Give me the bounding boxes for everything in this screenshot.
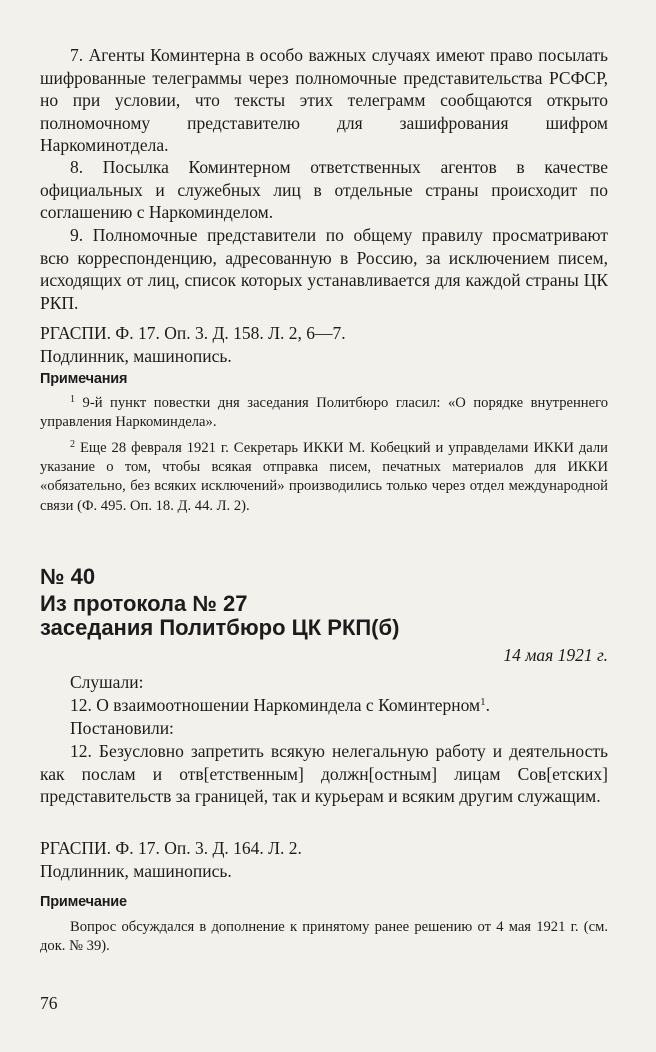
archive-source-2 [40,837,608,882]
paragraph-8: 8. Посылка Коминтерном ответственных агентов в качестве официальных и служебных лиц в отдельные страны происходит по соглашению с Наркоминделом. [40,157,608,223]
heard-footnote-ref: 1 [480,696,486,708]
document-date: 14 мая 1921 г. [503,645,608,665]
note-1-number: 1 [70,394,75,405]
document-type: Подлинник, машинопись. [40,345,232,366]
note-1 [40,394,608,432]
archive-source-1 [40,322,608,367]
paragraph-7: 7. Агенты Коминтерна в особо важных случаях имеют право посылать шифрованные телеграммы через полномочные представительства РСФСР, но при условии, что тексты этих телеграмм сообщаются открыто полномочному представителю для зашифрования шифром Наркоминотдела. [40,45,608,156]
note-final: Вопрос обсуждался в дополнение к принятому ранее решению от 4 мая 1921 г. (см. док. № 39). [40,919,608,955]
heard-text: 12. О взаимоотношении Наркоминдела с Коминтерном [70,695,481,715]
notes-heading: Примечания [40,371,128,387]
note-2 [40,439,608,516]
note-heading-2: Примечание [40,894,127,910]
note-2-number: 2 [70,439,75,450]
note-2-text: Еще 28 февраля 1921 г. Секретарь ИККИ М. Кобецкий и управделами ИККИ дали указание о том, чтобы всякая отправка писем, печатных материалов для ИККИ «обязательно, без всяких исключений» производились только через отдел международной связи (Ф. 495. Оп. 18. Д. 44. Л. 2). [40,440,608,514]
archive-reference: РГАСПИ. Ф. 17. Оп. 3. Д. 158. Л. 2, 6—7. [40,323,346,343]
heard-item [40,694,490,717]
page-number: 76 [40,993,58,1013]
heard-label: Слушали: [70,672,144,692]
decided-label: Постановили: [70,718,174,738]
note-1-text: 9-й пункт повестки дня заседания Политбюро гласил: «О порядке внутреннего управления Наркоминдела». [40,395,608,431]
paragraph-9: 9. Полномочные представители по общему правилу просматривают всю корреспонденцию, адресованную в Россию, за исключением писем, исходящих от лиц, список которых устанавливается для каждой страны ЦК РКП. [40,225,608,313]
document-title-line-2: заседания Политбюро ЦК РКП(б) [40,615,400,640]
heard-end: . [485,695,490,715]
document-type-2: Подлинник, машинопись. [40,860,232,881]
document-title-line-1: Из протокола № 27 [40,591,248,616]
archive-reference-2: РГАСПИ. Ф. 17. Оп. 3. Д. 164. Л. 2. [40,838,302,858]
decided-text: 12. Безусловно запретить всякую нелегальную работу и деятельность как послам и отв[етственным] должн[остным] лицам Сов[етских] представительств за границей, так и курьерам и всяким другим служащим. [40,741,608,807]
document-number: № 40 [40,564,96,589]
